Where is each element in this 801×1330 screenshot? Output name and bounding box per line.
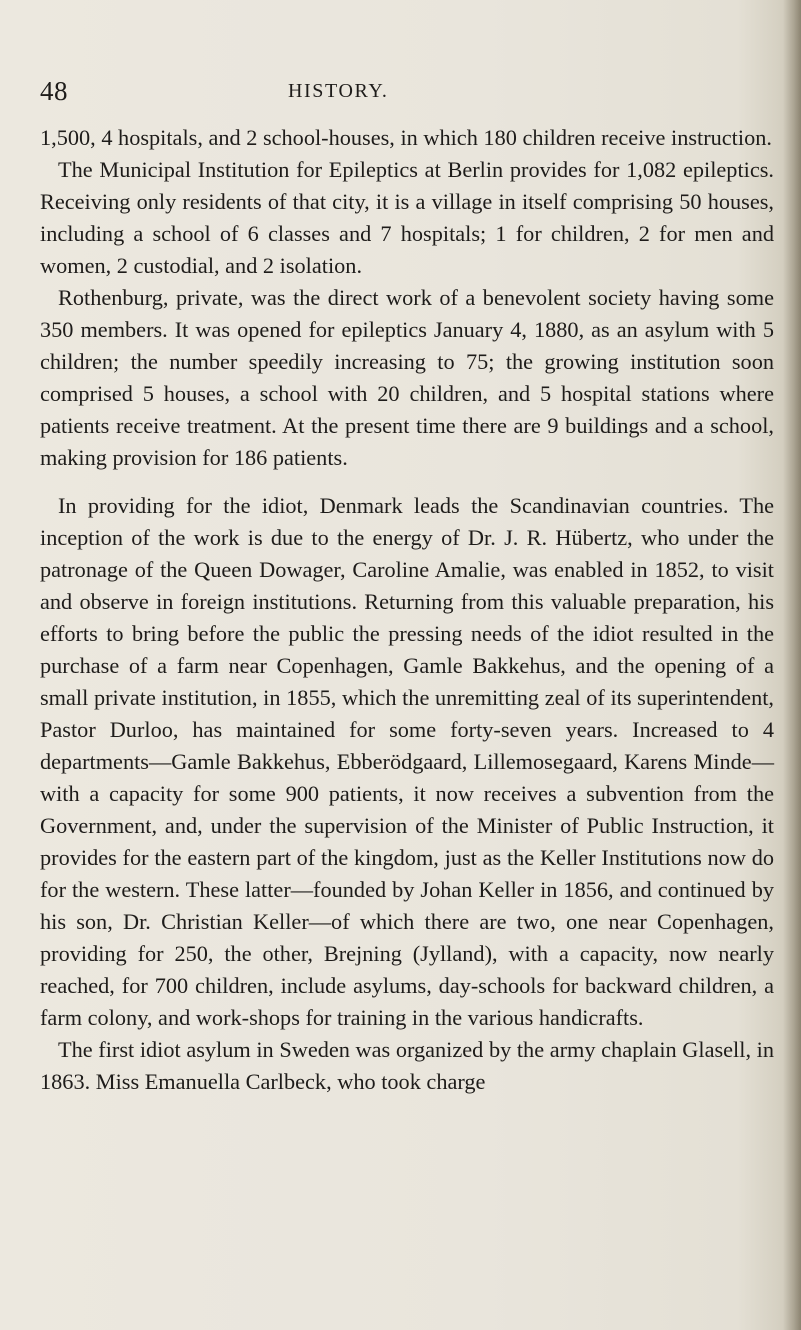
paragraph-sweden: The first idiot asylum in Sweden was organized by the army chaplain Glasell, in 1863. Miss Emanuella Carlbeck, who took charge <box>40 1037 774 1094</box>
page-edge-shadow <box>783 0 801 1330</box>
body-text <box>40 122 774 1098</box>
page-number: 48 <box>40 76 68 106</box>
paragraph-continuation: 1,500, 4 hospitals, and 2 school-houses, in which 180 children receive instruction. <box>40 125 772 150</box>
paragraph-berlin-institution: The Municipal Institution for Epileptics at Berlin provides for 1,082 epileptics. Receiving only residents of that city, it is a village in itself comprising 50 houses, including a school of 6 classes and 7 hospitals; 1 for children, 2 for men and women, 2 custodial, and 2 isolation. <box>40 157 774 278</box>
paragraph-rothenburg: Rothenburg, private, was the direct work of a benevolent society having some 350 members. It was opened for epileptics January 4, 1880, as an asylum with 5 children; the number speedily increasing to 75; the growing institution soon comprised 5 houses, a school with 20 children, and 5 hospital stations where patients receive treatment. At the present time there are 9 buildings and a school, making provision for 186 patients. <box>40 285 774 470</box>
paragraph-denmark: In providing for the idiot, Denmark leads the Scandinavian countries. The inception of the work is due to the energy of Dr. J. R. Hübertz, who under the patronage of the Queen Dowager, Caroline Amalie, was enabled in 1852, to visit and observe in foreign institutions. Returning from this valuable preparation, his efforts to bring before the public the pressing needs of the idiot resulted in the purchase of a farm near Copenhagen, Gamle Bakkehus, and the opening of a small private institution, in 1855, which the unremitting zeal of its superintendent, Pastor Durloo, has maintained for some forty-seven years. Increased to 4 departments—Gamle Bakkehus, Ebberödgaard, Lillemosegaard, Karens Minde—with a capacity for some 900 patients, it now receives a subvention from the Government, and, under the supervision of the Minister of Public Instruction, it provides for the eastern part of the kingdom, just as the Keller Institutions now do for the western. These latter—founded by Johan Keller in 1856, and continued by his son, Dr. Christian Keller—of which there are two, one near Copenhagen, providing for 250, the other, Brejning (Jylland), with a capacity, now nearly reached, for 700 children, include asylums, day-schools for backward children, a farm colony, and work-shops for training in the various handicrafts. <box>40 493 774 1030</box>
running-head: HISTORY. <box>288 80 389 102</box>
page-header <box>0 76 801 112</box>
